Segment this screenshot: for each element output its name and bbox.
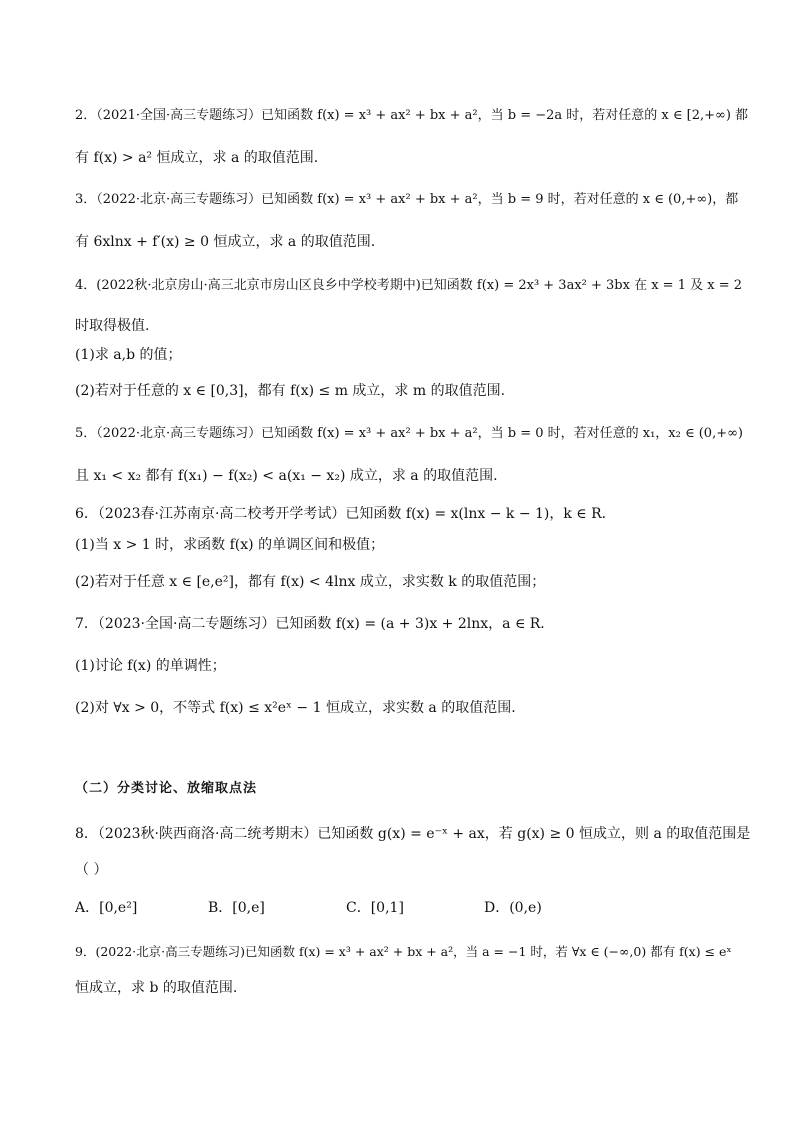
problem-9-line-1: 9．(2022·北京·高三专题练习)已知函数 f(x) = x³ + ax² + bx + a²，当 a = −1 时，若 ∀x ∈ (−∞,0) 都有 f(x) ≤ eˣ	[75, 944, 732, 959]
problem-3-line-2: 有 6xlnx + f′(x) ≥ 0 恒成立，求 a 的取值范围.	[75, 234, 376, 250]
problem-7-question-2: (2)对 ∀x > 0，不等式 f(x) ≤ x²eˣ − 1 恒成立，求实数 a 的取值范围.	[75, 700, 516, 716]
problem-3-line-1: 3．（2022·北京·高三专题练习）已知函数 f(x) = x³ + ax² + bx + a²，当 b = 9 时，若对任意的 x ∈ (0,+∞)，都	[75, 192, 739, 207]
problem-4-line-2: 时取得极值.	[75, 318, 150, 334]
problem-2-line-1: 2．（2021·全国·高三专题练习）已知函数 f(x) = x³ + ax² + bx + a²，当 b = −2a 时，若对任意的 x ∈ [2,+∞) 都	[75, 108, 749, 123]
problem-5-line-2: 且 x₁ < x₂ 都有 f(x₁) − f(x₂) < a(x₁ − x₂) 成立，求 a 的取值范围.	[75, 468, 498, 484]
problem-7-question-1: (1)讨论 f(x) 的单调性；	[75, 658, 226, 674]
problem-4-question-1: (1)求 a,b 的值；	[75, 347, 182, 363]
problem-4-line-1: 4．(2022秋·北京房山·高三北京市房山区良乡中学校考期中)已知函数 f(x) = 2x³ + 3ax² + 3bx 在 x = 1 及 x = 2	[75, 278, 743, 293]
problem-6-question-1: (1)当 x > 1 时，求函数 f(x) 的单调区间和极值；	[75, 537, 385, 553]
problem-2-line-2: 有 f(x) > a² 恒成立，求 a 的取值范围.	[75, 150, 319, 166]
problem-4-question-2: (2)若对于任意的 x ∈ [0,3]，都有 f(x) ≤ m 成立，求 m 的取值范围.	[75, 383, 506, 399]
option-c[interactable]: C．[0,1]	[346, 900, 404, 916]
option-d[interactable]: D．(0,e)	[484, 900, 542, 916]
problem-6-line-1: 6．（2023春·江苏南京·高二校考开学考试）已知函数 f(x) = x(lnx − k − 1)，k ∈ R．	[75, 506, 616, 522]
problem-5-line-1: 5．（2022·北京·高三专题练习）已知函数 f(x) = x³ + ax² + bx + a²，当 b = 0 时，若对任意的 x₁，x₂ ∈ (0,+∞)	[75, 426, 744, 441]
section-title: （二）分类讨论、放缩取点法	[75, 781, 258, 796]
problem-8-line-2: （ ）	[75, 862, 108, 878]
option-b[interactable]: B．[0,e]	[208, 900, 265, 916]
problem-6-question-2: (2)若对于任意 x ∈ [e,e²]，都有 f(x) < 4lnx 成立，求实数 k 的取值范围；	[75, 574, 546, 590]
problem-9-line-2: 恒成立，求 b 的取值范围.	[75, 980, 238, 996]
problem-7-line-1: 7．（2023·全国·高二专题练习）已知函数 f(x) = (a + 3)x + 2lnx，a ∈ R．	[75, 616, 555, 632]
problem-8-line-1: 8．（2023秋·陕西商洛·高二统考期末）已知函数 g(x) = e⁻ˣ + ax，若 g(x) ≥ 0 恒成立，则 a 的取值范围是	[75, 826, 751, 842]
option-a[interactable]: A．[0,e²]	[75, 900, 138, 916]
